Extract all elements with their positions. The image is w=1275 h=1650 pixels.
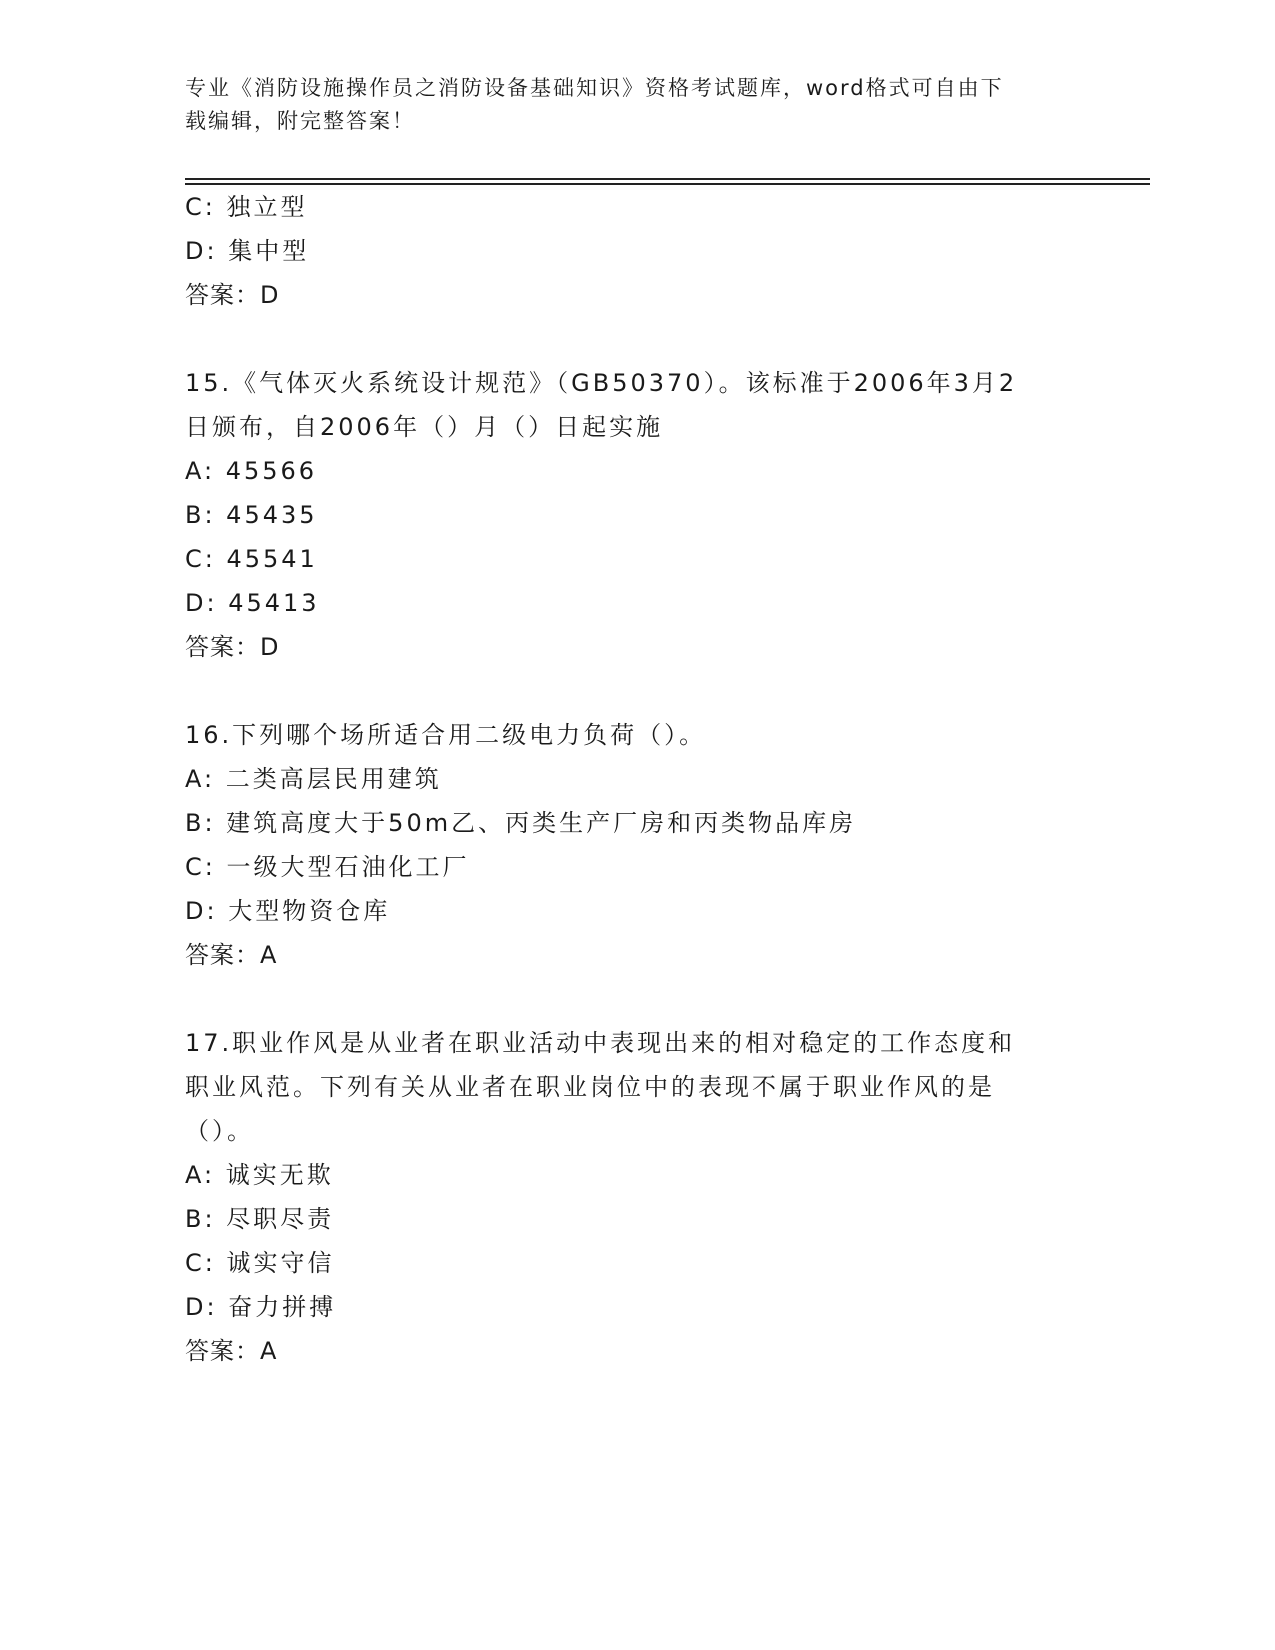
- q15-option-a: A: 45566: [185, 457, 318, 485]
- q17-stem-line-2: 职业风范。下列有关从业者在职业岗位中的表现不属于职业作风的是: [185, 1073, 995, 1101]
- prev-answer: 答案：D: [185, 281, 280, 309]
- q16-stem-line-1: 16.下列哪个场所适合用二级电力负荷（）。: [185, 721, 707, 749]
- prev-option-d: D: 集中型: [185, 237, 310, 265]
- page-header: [185, 72, 1065, 138]
- q17-stem-line-1: 17.职业作风是从业者在职业活动中表现出来的相对稳定的工作态度和: [185, 1029, 1016, 1057]
- header-divider-top: [185, 178, 1150, 180]
- header-divider-bottom: [185, 183, 1150, 185]
- q17-option-c: C: 诚实守信: [185, 1249, 335, 1277]
- q16-option-d: D: 大型物资仓库: [185, 897, 391, 925]
- q15-stem-line-2: 日颁布，自2006年（）月（）日起实施: [185, 413, 664, 441]
- q17-option-b: B: 尽职尽责: [185, 1205, 335, 1233]
- q16-option-b: B: 建筑高度大于50m乙、丙类生产厂房和丙类物品库房: [185, 809, 857, 837]
- q16-option-c: C: 一级大型石油化工厂: [185, 853, 470, 881]
- q15-stem-line-1: 15.《气体灭火系统设计规范》（GB50370）。该标准于2006年3月2: [185, 369, 1018, 397]
- q15-answer: 答案：D: [185, 633, 280, 661]
- q17-option-a: A: 诚实无欺: [185, 1161, 334, 1189]
- prev-option-c: C: 独立型: [185, 193, 308, 221]
- q15-option-b: B: 45435: [185, 501, 318, 529]
- q15-option-c: C: 45541: [185, 545, 318, 573]
- header-line-2: 载编辑，附完整答案！: [185, 109, 415, 133]
- header-line-1: 专业《消防设施操作员之消防设备基础知识》资格考试题库，word格式可自由下: [185, 76, 1004, 100]
- q17-answer: 答案：A: [185, 1337, 278, 1365]
- q16-option-a: A: 二类高层民用建筑: [185, 765, 442, 793]
- q15-option-d: D: 45413: [185, 589, 320, 617]
- q17-stem-line-3: （）。: [185, 1117, 254, 1145]
- q16-answer: 答案：A: [185, 941, 278, 969]
- q17-option-d: D: 奋力拼搏: [185, 1293, 337, 1321]
